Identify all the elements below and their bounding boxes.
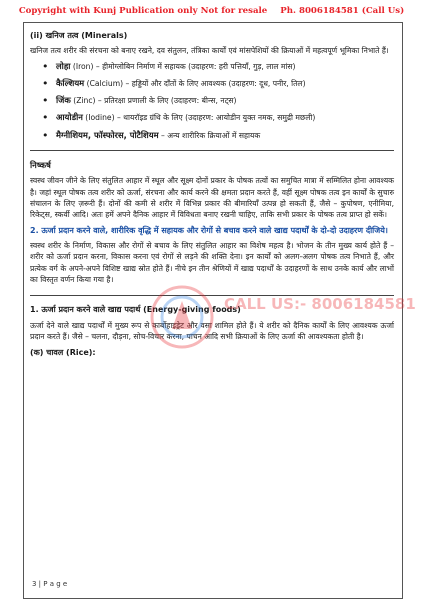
list-item: • लोहा (Iron) – हीमोग्लोबिन निर्माण में सहायक (उदाहरण: हरी पत्तियाँ, गुड़, लाल मांस) [42,59,296,73]
minerals-heading: (ii) खनिज तत्व (Minerals) [30,31,128,40]
list-item: • मैग्नीशियम, फॉस्फोरस, पोटैशियम – अन्य शारीरिक क्रियाओं में सहायक [42,128,261,142]
conclusion-heading: निष्कर्ष [30,160,51,171]
bullet-icon: • [42,94,49,108]
list-item: • कैल्शियम (Calcium) – हड्डियों और दाँतों के लिए आवश्यक (उदाहरण: दूध, पनीर, तिल) [42,76,306,90]
phone-number: Ph. 8006184581 (Call Us) [280,6,405,16]
question-heading: 2. ऊर्जा प्रदान करने वाले, शारीरिक वृद्धि में सहायक और रोगों से बचाव करने वाले खाद्य पदार्थों के दो-दो उदाहरण दीजिये। [30,225,388,235]
bullet-icon: • [42,128,49,142]
page-content [30,26,394,358]
conclusion-text: स्वस्थ जीवन जीने के लिए संतुलित आहार में स्थूल और सूक्ष्म दोनों प्रकार के पोषक तत्वों का समुचित मात्रा में सम्मिलित होना आवश्यक है। जहां स्थूल पोषक तत्व शरीर को ऊर्जा, संरचना और कार्य करने की क्षमता प्रदान करते हैं, वहीं सूक्ष्म पोषक तत्व इन कार्यों के सुचारु संचालन के लिए ज़रूरी हैं। दोनों की कमी से शरीर में विभिन्न प्रकार की बीमारियाँ उत्पन्न हो सकती हैं, जैसे – कुपोषण, एनीमिया, रिकेट्स, स्कर्वी आदि। अतः हमें अपने दैनिक आहार में विविधता बनाए रखनी चाहिए, ताकि सभी प्रकार के पोषक तत्व प्राप्त हो सकें। [30,176,394,220]
section-divider [30,150,394,151]
energy-text: ऊर्जा देने वाले खाद्य पदार्थों में मुख्य रूप से कार्बोहाइड्रेट और वसा शामिल होते हैं। ये शरीर को दैनिक कार्यों के लिए आवश्यक ऊर्जा प्रदान करते हैं। जैसे – चलना, दौड़ना, सोच-विचार करना, पाचन आदि सभी क्रियाओं के लिए ऊर्जा की आवश्यकता होती है। [30,320,394,341]
section-divider [30,295,394,296]
page-footer: 3 | P a g e [32,580,68,588]
copyright-notice: Copyright with Kunj Publication only Not for resale [18,6,268,16]
watermark-text: CALL US:- 8006184581 [224,295,416,313]
list-item: • जिंक (Zinc) – प्रतिरक्षा प्रणाली के लिए (उदाहरण: बीन्स, नट्स) [42,94,237,108]
bullet-icon: • [42,59,49,73]
bullet-icon: • [42,111,49,125]
energy-heading: 1. ऊर्जा प्रदान करने वाले खाद्य पदार्थ (Energy-giving foods) [30,305,241,315]
page-header [0,6,423,16]
bullet-icon: • [42,76,49,90]
question-text: स्वस्थ शरीर के निर्माण, विकास और रोगों से बचाव के लिए संतुलित आहार का विशेष महत्व है। भोजन के तीन मुख्य कार्य होते हैं – शरीर को ऊर्जा प्रदान करना, विकास करना एवं रोगों से लड़ने की शक्ति देना। इन कार्यों को अलग-अलग पोषक तत्व निभाते हैं, और प्रत्येक वर्ग के अपने-अपने विशिष्ट खाद्य स्रोत होते हैं। नीचे इन तीन श्रेणियों में खाद्य पदार्थों के उदाहरणों के साथ उनके कार्य और लाभों का विस्तृत वर्णन किया गया है। [30,241,394,284]
rice-subheading: (क) चावल (Rice): [30,348,96,358]
minerals-intro: खनिज तत्व शरीर की संरचना को बनाए रखने, दव संतुलन, तंत्रिका कार्यों एवं मांसपेशियों की क्रियाओं में महत्वपूर्ण भूमिका निभाते हैं। [30,46,389,56]
minerals-list [30,61,394,141]
list-item: • आयोडीन (Iodine) – थायरॉइड ग्रंथि के लिए (उदाहरण: आयोडीन युक्त नमक, समुद्री मछली) [42,111,316,125]
